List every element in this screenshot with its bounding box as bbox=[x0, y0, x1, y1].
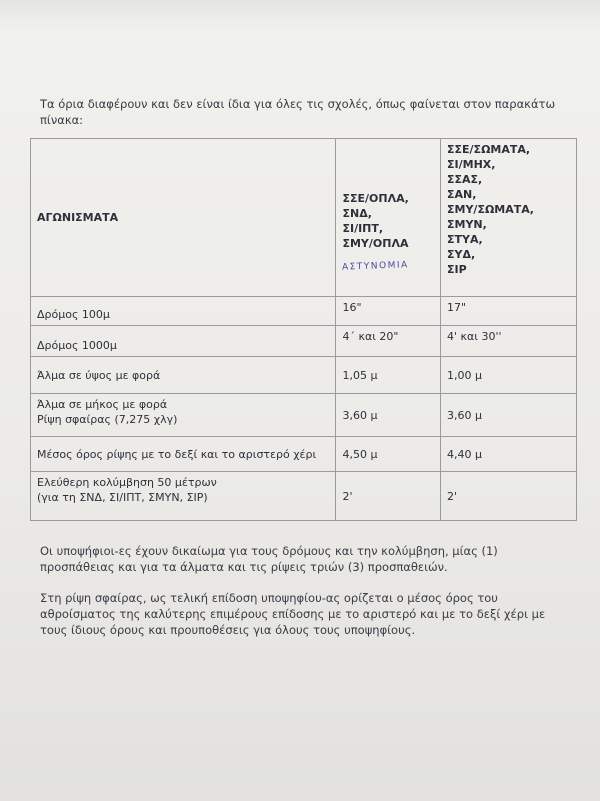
event-label-line: Άλμα σε μήκος με φορά bbox=[37, 398, 168, 411]
attempts-note: Οι υποψήφιοι-ες έχουν δικαίωμα για τους δρόμους και την κολύμβηση, μίας (1) προσπάθειας και για τα άλματα και τις ρίψεις τριών (3) προσπαθειών. bbox=[40, 544, 498, 574]
header-group-2-line: ΣΑΝ, bbox=[447, 188, 477, 201]
shot-put-note: Στη ρίψη σφαίρας, ως τελική επίδοση υποψηφίου-ας ορίζεται ο μέσος όρος του αθροίσματος της καλύτερης επιμέρους επίδοσης με το αριστερό και με το δεξί χέρι με τους ίδιους όρους και προυποθέσεις για όλους τους υποψηφίους. bbox=[40, 591, 546, 637]
limits-table bbox=[30, 138, 577, 521]
limit-value: 4΄ και 20" bbox=[336, 326, 441, 357]
table-row bbox=[31, 472, 577, 521]
header-group-1-line: ΣΝΔ, bbox=[342, 206, 372, 220]
event-label bbox=[31, 394, 336, 437]
limit-value: 3,60 μ bbox=[336, 394, 441, 437]
handwritten-note: ΑΣΤΥΝΟΜΙΑ bbox=[342, 259, 410, 273]
header-group-2-line: ΣΣΑΣ, bbox=[447, 173, 483, 186]
limit-value: 2' bbox=[441, 472, 577, 521]
event-label-line: (για τη ΣΝΔ, ΣΙ/ΙΠΤ, ΣΜΥΝ, ΣΙΡ) bbox=[37, 491, 208, 504]
header-group-1-line: ΣΙ/ΙΠΤ, bbox=[342, 221, 384, 235]
event-label: Δρόμος 100μ bbox=[31, 297, 336, 326]
header-group-2-line: ΣΙΡ bbox=[447, 263, 467, 276]
table-row bbox=[31, 437, 577, 472]
table-row bbox=[31, 357, 577, 394]
limit-value: 3,60 μ bbox=[441, 394, 577, 437]
header-group-2-line: ΣΥΔ, bbox=[447, 248, 476, 261]
header-group-2-line: ΣΙ/ΜΗΧ, bbox=[447, 158, 496, 171]
table-row bbox=[31, 297, 577, 326]
event-label bbox=[31, 472, 336, 521]
header-group-2-line: ΣΜΥΝ, bbox=[447, 218, 487, 231]
header-group-1 bbox=[336, 139, 441, 297]
limit-value: 4' και 30'' bbox=[441, 326, 577, 357]
header-group-2-line: ΣΣΕ/ΣΩΜΑΤΑ, bbox=[447, 143, 531, 156]
limit-value: 17" bbox=[441, 297, 577, 326]
table-row bbox=[31, 326, 577, 357]
event-label-line: Ρίψη σφαίρας (7,275 χλγ) bbox=[37, 413, 178, 426]
table-header-row bbox=[31, 139, 577, 297]
event-label: Μέσος όρος ρίψης με το δεξί και το αριστερό χέρι bbox=[31, 437, 336, 472]
limit-value: 2' bbox=[336, 472, 441, 521]
table-row bbox=[31, 394, 577, 437]
header-group-2-line: ΣΜΥ/ΣΩΜΑΤΑ, bbox=[447, 203, 534, 216]
limit-value: 1,05 μ bbox=[336, 357, 441, 394]
event-label-line: Ελεύθερη κολύμβηση 50 μέτρων bbox=[37, 476, 217, 489]
event-label: Άλμα σε ύψος με φορά bbox=[31, 357, 336, 394]
limit-value: 16" bbox=[336, 297, 441, 326]
header-group-1-line: ΣΣΕ/ΟΠΛΑ, bbox=[342, 191, 409, 205]
limit-value: 1,00 μ bbox=[441, 357, 577, 394]
paper-shadow bbox=[0, 0, 600, 30]
event-label: Δρόμος 1000μ bbox=[31, 326, 336, 357]
header-group-2 bbox=[441, 139, 577, 297]
limit-value: 4,40 μ bbox=[441, 437, 577, 472]
limit-value: 4,50 μ bbox=[336, 437, 441, 472]
header-group-2-line: ΣΤΥΑ, bbox=[447, 233, 483, 246]
header-events: ΑΓΩΝΙΣΜΑΤΑ bbox=[31, 139, 336, 297]
header-group-1-line: ΣΜΥ/ΟΠΛΑ bbox=[342, 236, 409, 250]
intro-paragraph: Τα όρια διαφέρουν και δεν είναι ίδια για όλες τις σχολές, όπως φαίνεται στον παρακάτω πίνακα: bbox=[40, 97, 556, 127]
